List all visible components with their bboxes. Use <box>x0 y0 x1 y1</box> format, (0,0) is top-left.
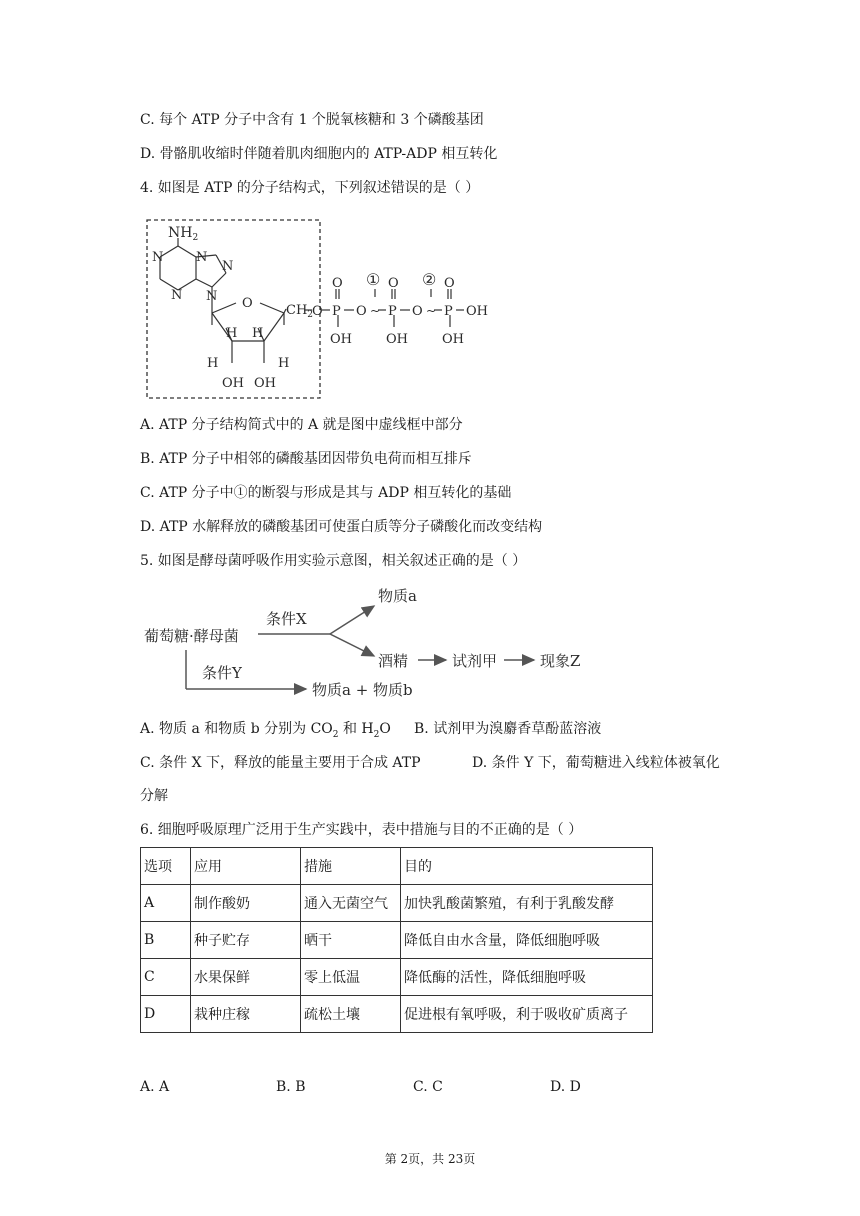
phosphorus-3: P <box>444 304 453 319</box>
q4-stem: 4. 如图是 ATP 的分子结构式，下列叙述错误的是（ ） <box>140 180 480 196</box>
alcohol-label: 酒精 <box>378 652 409 670</box>
ribose-o: O <box>242 296 253 311</box>
oh-terminal: OH <box>466 304 488 319</box>
h-2: H <box>226 326 238 341</box>
link-o-3: O <box>412 304 423 319</box>
link-o-1: O <box>312 304 323 319</box>
yeast-respiration-diagram <box>140 580 640 710</box>
q5-stem: 5. 如图是酵母菌呼吸作用实验示意图，相关叙述正确的是（ ） <box>140 553 527 569</box>
oh-phosphate-2: OH <box>386 332 408 347</box>
table-cell: 零上低温 <box>301 959 401 996</box>
glucose-yeast-label: 葡萄糖·酵母菌 <box>144 627 239 645</box>
link-o-2: O <box>356 304 367 319</box>
q5-option-c: C. 条件 X 下，释放的能量主要用于合成 ATP <box>140 755 421 771</box>
n-atom-5: N <box>206 289 218 304</box>
q4-option-d: D. ATP 水解释放的磷酸基团可使蛋白质等分子磷酸化而改变结构 <box>140 519 543 535</box>
q4-option-c: C. ATP 分子中①的断裂与形成是其与 ADP 相互转化的基础 <box>140 485 512 501</box>
table-cell: 水果保鲜 <box>191 959 301 996</box>
table-cell: D <box>141 996 191 1033</box>
table-row <box>141 996 653 1033</box>
oxo-3: O <box>444 276 455 291</box>
phosphate-bonds <box>304 289 464 327</box>
h-4: H <box>278 356 290 371</box>
ch2-label: $CH_2$ <box>286 303 314 320</box>
table-cell: 疏松土壤 <box>301 996 401 1033</box>
phosphorus-2: P <box>388 304 397 319</box>
table-header-cell: 应用 <box>191 848 301 885</box>
q6-option-b: B. B <box>276 1079 306 1095</box>
q5-option-d: D. 条件 Y 下，葡萄糖进入线粒体被氧化 <box>472 755 720 771</box>
bond-label-1: ① <box>366 270 381 289</box>
oxo-2: O <box>388 276 399 291</box>
table-cell: 降低酶的活性，降低细胞呼吸 <box>401 959 653 996</box>
arrow-to-alcohol <box>330 634 374 656</box>
table-cell: 加快乳酸菌繁殖，有利于乳酸发酵 <box>401 885 653 922</box>
table-header-cell: 目的 <box>401 848 653 885</box>
n-atom-4: N <box>222 259 234 274</box>
q4-option-b: B. ATP 分子中相邻的磷酸基团因带负电荷而相互排斥 <box>140 451 472 467</box>
table-row <box>141 885 653 922</box>
oh-ribose-2: OH <box>254 376 276 391</box>
n-atom-1: N <box>196 250 208 265</box>
q6-stem: 6. 细胞呼吸原理广泛用于生产实践中，表中措施与目的不正确的是（ ） <box>140 822 583 838</box>
q4-option-a: A. ATP 分子结构简式中的 A 就是图中虚线框中部分 <box>140 417 463 433</box>
bond-label-2: ② <box>422 270 437 289</box>
atp-structure-figure <box>140 213 510 403</box>
oxo-1: O <box>332 276 343 291</box>
page-footer: 第 2页，共 23页 <box>384 1152 476 1166</box>
q6-option-c: C. C <box>413 1079 443 1095</box>
arrow-to-substance-a <box>330 606 374 634</box>
oh-phosphate-3: OH <box>442 332 464 347</box>
oh-phosphate-1: OH <box>330 332 352 347</box>
h-1: H <box>207 356 219 371</box>
n-atom-2: N <box>152 250 164 265</box>
h-3: H <box>252 326 264 341</box>
phenomenon-label: 现象Z <box>540 652 581 670</box>
nh2-label: $NH_2$ <box>168 225 199 243</box>
phosphorus-1: P <box>332 304 341 319</box>
table-header-cell: 措施 <box>301 848 401 885</box>
substance-a-label: 物质a <box>378 587 417 605</box>
table-cell: B <box>141 922 191 959</box>
table-cell: 晒干 <box>301 922 401 959</box>
condition-x-label: 条件X <box>266 610 307 628</box>
q3-option-c: C. 每个 ATP 分子中含有 1 个脱氧核糖和 3 个磷酸基团 <box>140 112 484 128</box>
table-cell: 制作酸奶 <box>191 885 301 922</box>
q6-option-d: D. D <box>550 1079 581 1095</box>
q6-option-a: A. A <box>140 1079 170 1095</box>
table-header-cell: 选项 <box>141 848 191 885</box>
q3-option-d: D. 骨骼肌收缩时伴随着肌肉细胞内的 ATP-ADP 相互转化 <box>140 146 498 162</box>
high-energy-bond-2: ~ <box>426 304 437 318</box>
q5-option-d-continued: 分解 <box>140 788 168 804</box>
table-cell: 降低自由水含量，降低细胞呼吸 <box>401 922 653 959</box>
table-cell: 种子贮存 <box>191 922 301 959</box>
q5-option-b: B. 试剂甲为溴麝香草酚蓝溶液 <box>414 721 602 737</box>
condition-y-label: 条件Y <box>202 664 242 682</box>
table-cell: 栽种庄稼 <box>191 996 301 1033</box>
substance-ab-label: 物质a + 物质b <box>312 681 413 699</box>
reagent-label: 试剂甲 <box>452 652 498 670</box>
table-cell: 通入无菌空气 <box>301 885 401 922</box>
table-row <box>141 922 653 959</box>
table-cell: A <box>141 885 191 922</box>
table-row <box>141 959 653 996</box>
table-cell: C <box>141 959 191 996</box>
high-energy-bond-1: ~ <box>370 304 381 318</box>
table-cell: 促进根有氧呼吸，利于吸收矿质离子 <box>401 996 653 1033</box>
measures-table <box>140 847 653 1033</box>
oh-ribose-1: OH <box>222 376 244 391</box>
q5-option-a: A. 物质 a 和物质 b 分别为 $CO_2$ 和 $H_2O$ <box>140 721 391 740</box>
n-atom-3: N <box>171 288 183 303</box>
table-header-row <box>141 848 653 885</box>
